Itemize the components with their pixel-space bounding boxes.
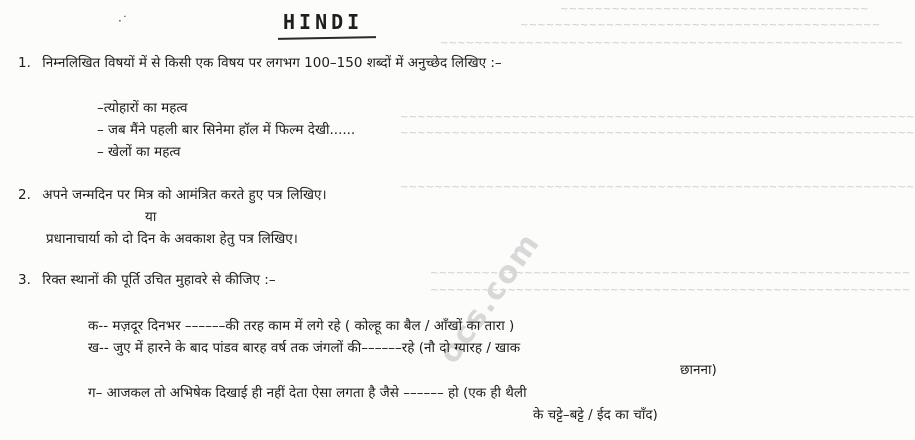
- bleed-through-text: ~~~~~~~~~~~~~~~~~~~~~~~~~~~~~~~~~~~~~~~~~~~~~~~~~~~~~~: [440, 38, 904, 49]
- question-prompt: रिक्त स्थानों की पूर्ति उचित मुहावरे से कीजिए :–: [42, 272, 276, 288]
- bleed-through-text: ~~~~~~~~~~~~~~~~~~~~~~~~~~~~~~~~~~~~~~~~~~~~~~~~~~~~~~~~~~~~: [400, 128, 915, 139]
- topic-item: – खेलों का महत्व: [97, 144, 181, 160]
- topic-item: – जब मैंने पहली बार सिनेमा हॉल में फिल्म देखी......: [97, 122, 356, 138]
- bleed-through-text: ~~~~~~~~~~~~~~~~~~~~~~~~~~~~~~~~~~~~~~~~~~~~~~~~~~~~~~~~~~~~: [400, 182, 915, 193]
- fill-blank-item: ग– आजकल तो अभिषेक दिखाई ही नहीं देता ऐसा लगता है जैसे –––––– हो (एक ही थैली: [88, 385, 527, 401]
- fill-blank-item: ख-- जुए में हारने के बाद पांडव बारह वर्ष तक जंगलों की––––––रहे (नौ दो ग्यारह / खाक: [88, 340, 521, 356]
- question-number: 3.: [18, 272, 31, 288]
- question-3: [18, 270, 276, 288]
- page-title: HINDI: [283, 10, 364, 34]
- question-number: 1.: [18, 55, 31, 71]
- alternate-question: प्रधानाचार्या को दो दिन के अवकाश हेतु पत्र लिखिए।: [46, 231, 298, 247]
- bleed-through-text: ~~~~~~~~~~~~~~~~~~~~~~~~~~~~~~~~~~~~~~~~~~~~~~~~~~~~~~~~: [430, 285, 911, 296]
- fill-blank-item: क-- मज़दूर दिनभर ––––––की तरह काम में लगे रहे ( कोल्हू का बैल / आँखों का तारा ): [88, 318, 515, 334]
- question-2: [18, 185, 327, 203]
- bleed-through-text: ~~~~~~~~~~~~~~~~~~~~~~~~~~~~~~~~~~~~: [560, 4, 869, 15]
- bleed-through-text: ~~~~~~~~~~~~~~~~~~~~~~~~~~~~~~~~~~~~~~~~~~~~~~~~~~~~~~~~~~~~: [400, 112, 915, 123]
- watermark: ocs.com: [432, 226, 548, 371]
- topic-item: –त्योहारों का महत्व: [97, 100, 188, 116]
- question-number: 2.: [18, 187, 31, 203]
- fill-blank-continuation: छानना): [680, 362, 717, 378]
- question-prompt: निम्नलिखित विषयों में से किसी एक विषय पर लगभग 100–150 शब्दों में अनुच्छेद लिखिए :–: [42, 55, 502, 71]
- question-prompt: अपने जन्मदिन पर मित्र को आमंत्रित करते हुए पत्र लिखिए।: [42, 187, 327, 203]
- bleed-through-text: ~~~~~~~~~~~~~~~~~~~~~~~~~~~~~~~~~~~~~~~~~~~~~~~~~~~~~~~~: [430, 268, 911, 279]
- fill-blank-continuation: के चट्टे–बट्टे / ईद का चाँद): [533, 407, 658, 423]
- title-underline: [278, 36, 376, 40]
- bleed-through-text: ~~~~~~~~~~~~~~~~~~~~~~~~~~~~~~~~~~~~~~~~~~: [520, 20, 881, 31]
- or-label: या: [145, 209, 157, 225]
- ink-speck: ·˙: [118, 14, 128, 28]
- question-1: [18, 53, 502, 71]
